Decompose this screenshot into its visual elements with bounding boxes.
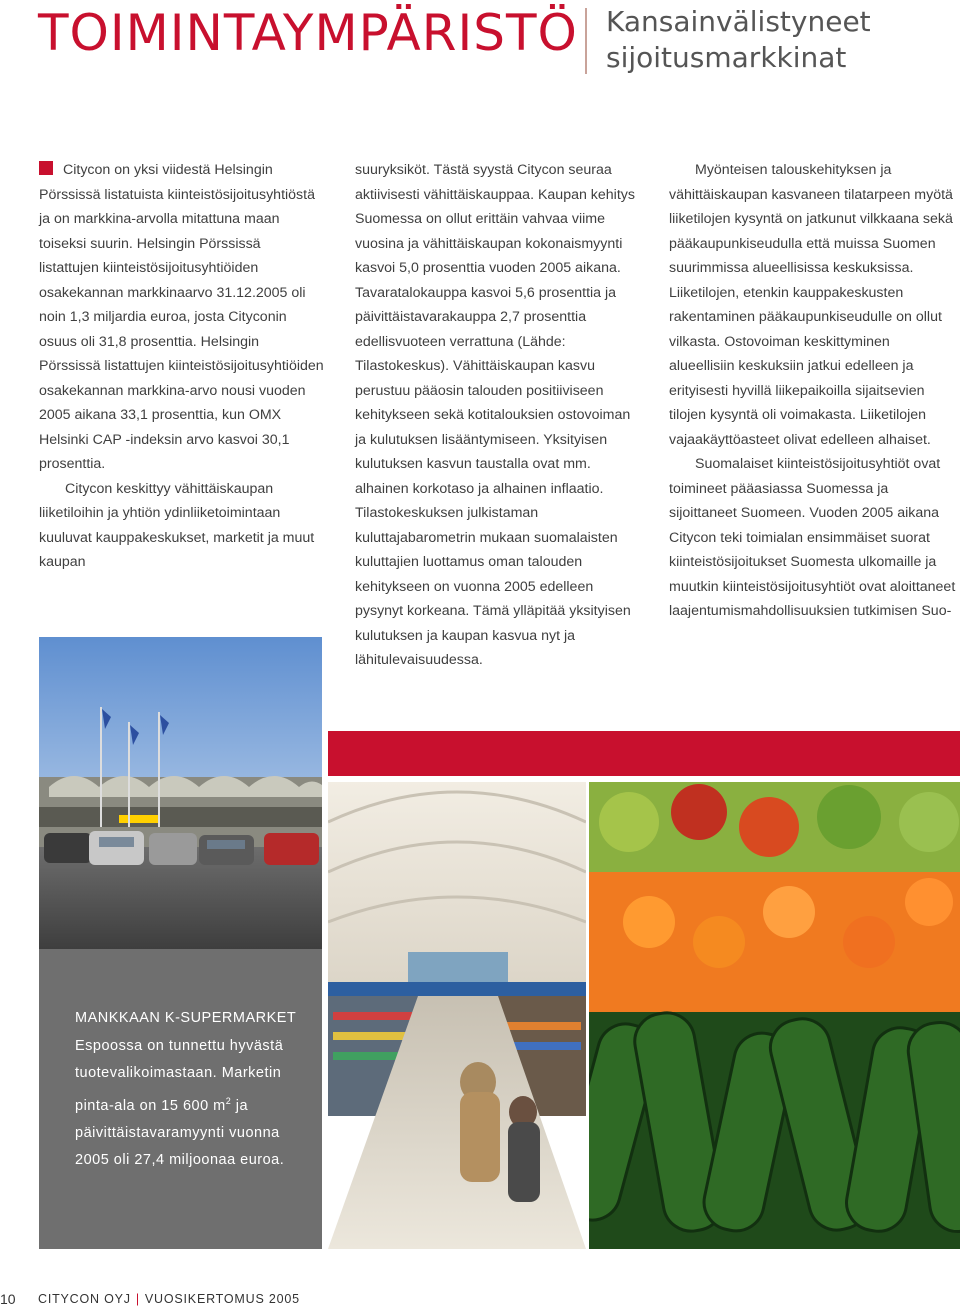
header-divider: [585, 8, 587, 74]
footer: [38, 1292, 300, 1306]
text-column-2: [355, 158, 645, 673]
section-title: TOIMINTAYMPÄRISTÖ: [38, 4, 578, 62]
caption-title: MANKKAAN K-SUPERMARKET: [75, 1010, 297, 1026]
photo-caption: [75, 1005, 315, 1175]
footer-separator: |: [135, 1292, 140, 1306]
red-accent-bar: [328, 731, 960, 776]
header-subtitle: [606, 4, 871, 76]
column-3-paragraph-2: Suomalaiset kiinteistösijoitusyhtiöt ovat toimineet pääasiassa Suomessa ja sijoittaneet Suomeen. Vuoden 2005 aikana Citycon teki toimialan ensimmäiset suorat kiinteistösijoitukset Suomesta ulkomaille ja muutkin kiinteistösijoitusyhtiöt ovat aloittaneet laajentumismahdollisuuksien tutkimisen Suo-: [669, 456, 956, 619]
column-2-paragraph-1: suuryksiköt. Tästä syystä Citycon seuraa aktiivisesti vähittäiskauppaa. Kaupan kehitys Suomessa on ollut erittäin vahvaa viime vuosina ja vähittäiskaupan kokonaismyynti kasvoi 5,0 prosenttia vuoden 2005 aikana. Tavaratalokauppa kasvoi 5,6 prosenttia ja päivittäistavarakauppa 2,7 prosenttia edellisvuoteen verrattuna (Lähde: Tilastokeskus). Vähittäiskaupan kasvu perustuu pääosin talouden positiiviseen kehitykseen sekä kotitalouksien ostovoiman ja kulutuksen lisääntymiseen. Yksityisen kulutuksen kasvun taustalla ovat mm. alhainen korkotaso ja alhainen inflaatio. Tilastokeskuksen julkistaman kuluttajabarometrin mukaan suomalaisten kuluttajien luottamus oman talouden kehitykseen on vuonna 2005 edelleen pysynyt korkeana. Tämä ylläpitää yksityisen kulutuksen ja kaupan kasvua nyt ja lähitulevaisuudessa.: [355, 162, 635, 668]
footer-report: VUOSIKERTOMUS 2005: [144, 1292, 300, 1306]
column-1-paragraph-2: Citycon keskittyy vähittäiskaupan liiketiloihin ja yhtiön ydinliiketoimintaan kuuluvat kauppakeskukset, marketit ja muut kaupan: [39, 480, 315, 570]
footer-company: CITYCON OYJ: [38, 1292, 131, 1306]
page-number: 10: [0, 1291, 16, 1307]
store-interior-photo: [328, 782, 586, 1249]
column-3-paragraph-1: Myönteisen talouskehityksen ja vähittäiskaupan kasvaneen tilatarpeen myötä liiketilojen kysyntä on jatkunut vilkkaana sekä pääkaupunkiseudulla että muissa Suomen suurimmissa alueellisissa keskuksissa. Liiketilojen, etenkin kauppakeskusten rakentaminen pääkaupunkiseudulle on ollut vilkasta. Ostovoiman keskittyminen alueellisiin keskuksiin jatkui edelleen ja erityisesti hyvillä liikepaikoilla sijaitsevien tilojen kysyntä oli voimakasta. Liiketilojen vajaakäyttöasteet olivat edelleen alhaiset.: [669, 162, 953, 448]
red-square-marker: [39, 161, 53, 175]
text-column-1: [39, 158, 324, 575]
column-1-paragraph-1-text: Citycon on yksi viidestä Helsingin Pörssissä listatuista kiinteistösijoitusyhtiöstä ja on markkina-arvolla mitattuna maan toiseksi suurin. Helsingin Pörssissä listattujen kiinteistösijoitusyhtiöiden osakekannan markkinaarvo 31.12.2005 oli noin 1,3 miljardia euroa, josta Cityconin osuus oli 31,8 prosenttia. Helsingin Pörssissä listattujen kiinteistösijoitusyhtiöiden osakekannan markkina-arvo nousi vuoden 2005 aikana 33,1 prosenttia, kun OMX Helsinki CAP -indeksin arvo kasvoi 30,1 prosenttia.: [39, 162, 324, 472]
parking-lot-photo: [39, 637, 322, 949]
caption-body: Espoossa on tunnettu hyvästä tuotevalikoimastaan. Marketin pinta-ala on 15 600 $m^2$ ja päivittäistavaramyynti vuonna 2005 oli 27,4 miljoonaa euroa.: [75, 1037, 285, 1169]
column-1-paragraph-1: [39, 158, 324, 477]
text-column-3: [669, 158, 959, 624]
vegetables-photo: [589, 782, 960, 1249]
subtitle-line-1: Kansainvälistyneet: [606, 5, 871, 38]
subtitle-line-2: sijoitusmarkkinat: [606, 41, 847, 74]
